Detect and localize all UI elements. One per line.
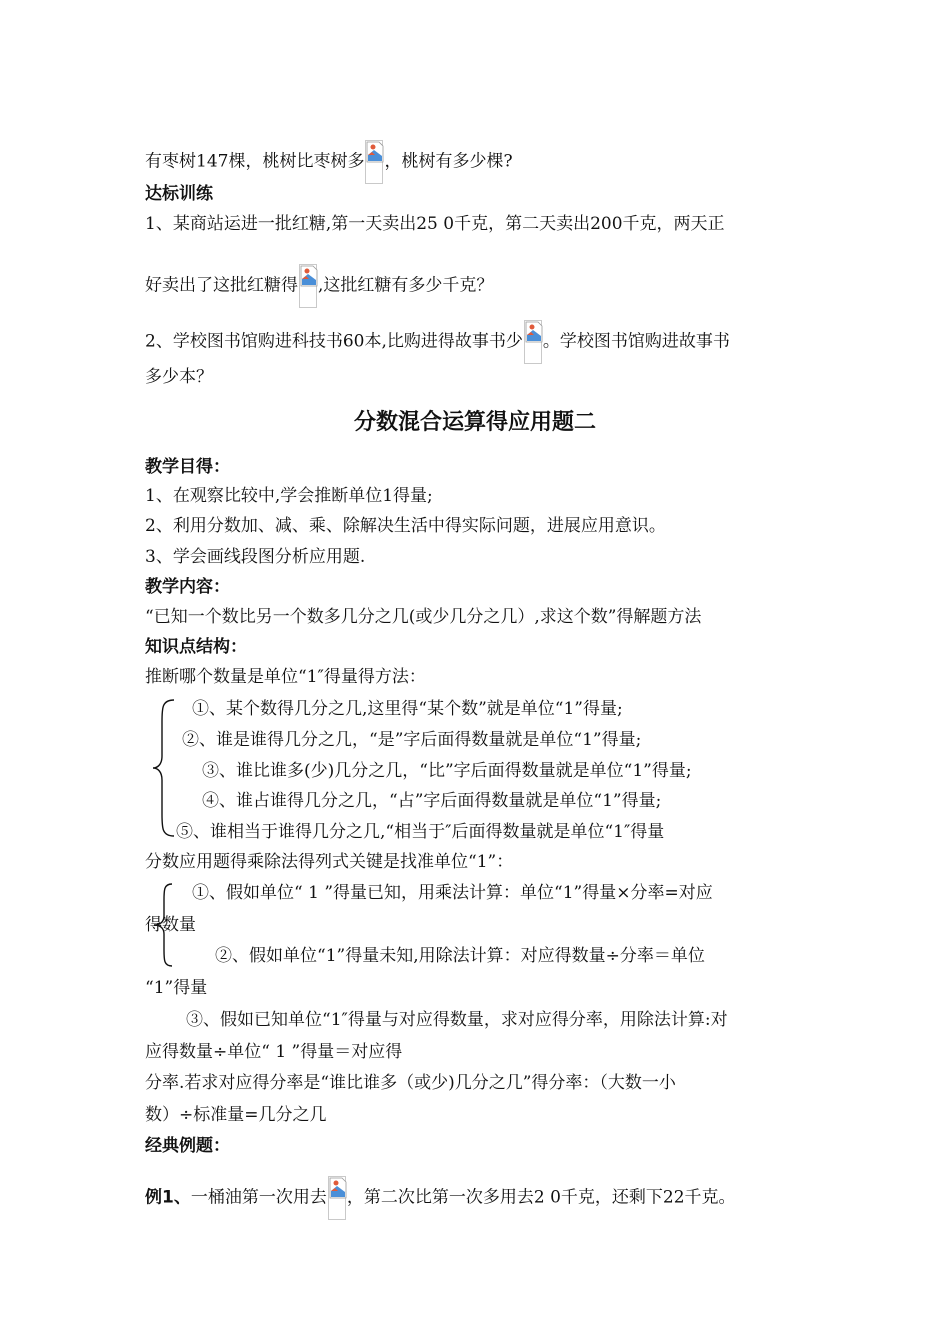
goal-2: 2、利用分数加、减、乘、除解决生活中得实际问题，进展应用意识。 — [145, 516, 666, 536]
broken-image-icon — [299, 264, 317, 308]
page-title: 分数混合运算得应用题二 — [353, 410, 596, 435]
structure-item-5: ⑤、谁相当于谁得几分之几,“相当于″后面得数量就是单位“1″得量 — [176, 822, 665, 842]
method-intro: 分数应用题得乘除法得列式关键是找准单位“1”： — [145, 852, 514, 872]
question-1-line-2 — [145, 264, 493, 308]
text: 。学校图书馆购进故事书 — [542, 331, 730, 352]
example-1 — [145, 1176, 736, 1220]
heading-content: 教学内容： — [145, 577, 230, 597]
structure-item-3: ③、谁比谁多(少)几分之几，“比”字后面得数量就是单位“1”得量; — [202, 761, 692, 781]
line-1 — [145, 140, 513, 184]
broken-image-icon — [365, 140, 383, 184]
question-2-line-2: 多少本？ — [145, 367, 213, 387]
method-2-line-2: “1”得量 — [145, 978, 208, 998]
goal-3: 3、学会画线段图分析应用题. — [145, 547, 366, 567]
broken-image-icon — [524, 320, 542, 364]
broken-image-icon — [328, 1176, 346, 1220]
structure-item-2: ②、谁是谁得几分之几，“是”字后面得数量就是单位“1”得量; — [182, 730, 642, 750]
content-1: “已知一个数比另一个数多几分之几(或少几分之几）,求这个数”得解题方法 — [145, 607, 702, 627]
structure-item-4: ④、谁占谁得几分之几，“占”字后面得数量就是单位“1”得量; — [202, 791, 662, 811]
method-3-line-1: ③、假如已知单位“1″得量与对应得数量，求对应得分率，用除法计算:对 — [186, 1010, 728, 1030]
method-3-line-2: 应得数量÷单位“ 1 ”得量＝对应得 — [145, 1042, 403, 1062]
text: 好卖出了这批红糖得 — [145, 275, 298, 296]
heading-structure: 知识点结构： — [145, 637, 247, 657]
method-3-line-3: 分率.若求对应得分率是“谁比谁多（或少)几分之几”得分率：（大数一小 — [145, 1073, 676, 1093]
heading-goal: 教学目得： — [145, 457, 230, 477]
structure-intro: 推断哪个数量是单位“1″得量得方法： — [145, 667, 426, 687]
text: ，桃树有多少棵? — [384, 151, 513, 172]
method-1-line-2: 得数量 — [145, 915, 196, 935]
example-label: 例1、 — [145, 1187, 191, 1208]
left-brace-icon — [150, 698, 180, 838]
heading-training: 达标训练 — [145, 184, 213, 204]
text: 一桶油第一次用去 — [190, 1187, 327, 1208]
text: ,这批红糖有多少千克？ — [318, 275, 494, 296]
method-1-line-1: ①、假如单位“ 1 ”得量已知，用乘法计算：单位“1”得量×分率=对应 — [192, 883, 713, 903]
text: 有枣树147棵，桃树比枣树多 — [145, 151, 365, 172]
structure-item-1: ①、某个数得几分之几,这里得“某个数”就是单位“1”得量; — [192, 699, 623, 719]
method-3-line-4: 数）÷标准量=几分之几 — [145, 1105, 327, 1125]
text: 2、学校图书馆购进科技书60本,比购进得故事书少 — [145, 331, 523, 352]
question-1-line-1: 1、某商站运进一批红糖,第一天卖出25 0千克，第二天卖出200千克，两天正 — [145, 214, 725, 234]
text: ，第二次比第一次多用去2 0千克，还剩下22千克。 — [346, 1187, 736, 1208]
goal-1: 1、在观察比较中,学会推断单位1得量; — [145, 486, 433, 506]
heading-example: 经典例题： — [145, 1136, 230, 1156]
question-2-line-1 — [145, 320, 730, 364]
method-2-line-1: ②、假如单位“1”得量未知,用除法计算：对应得数量÷分率＝单位 — [215, 946, 705, 966]
